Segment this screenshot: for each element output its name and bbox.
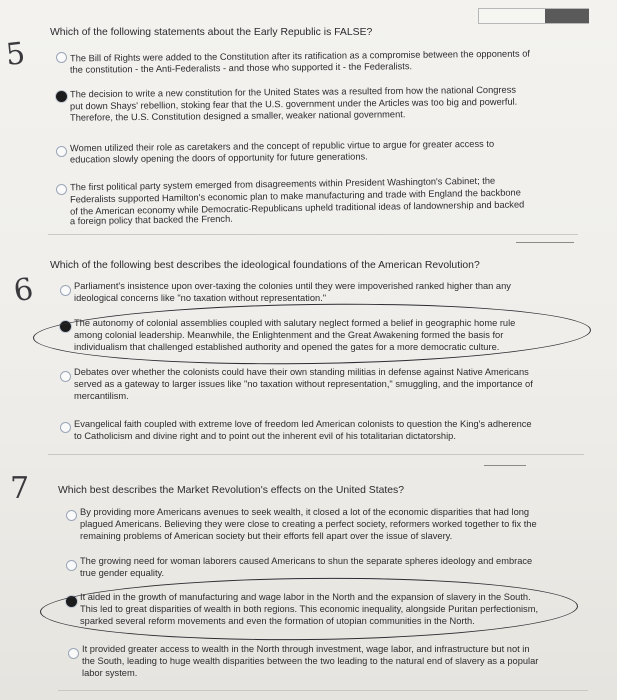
- option-line: the constitution - the Anti-Federalists - and those who supported it - the Federalists.: [69, 61, 413, 75]
- option-line: The autonomy of colonial assemblies coupled with salutary neglect formed a belief in geographic home rule: [74, 318, 516, 328]
- option-line: The growing need for woman laborers caused Americans to shun the separate spheres ideology and embrace: [80, 556, 533, 566]
- option-line: The decision to write a new constitution for the United States was a resulted from how the national Congress: [69, 84, 517, 100]
- option-line: The first political party system emerged from disagreements within President Washington's Cabinet; the: [69, 175, 496, 193]
- radio-button-selected[interactable]: [56, 91, 67, 102]
- radio-button[interactable]: [56, 146, 67, 157]
- option-line: ideological concerns like "no taxation without representation.": [74, 293, 327, 303]
- margin-number-6: 6: [11, 271, 36, 310]
- divider: [58, 690, 588, 691]
- radio-button[interactable]: [60, 371, 71, 382]
- option-line: to Catholicism and divine right and to point out the inherent evil of his totalitarian dictatorship.: [74, 431, 456, 441]
- option-line: The Bill of Rights were added to the Constitution after its ratification as a compromise between the opponents of: [69, 48, 530, 64]
- option-line: labor system.: [82, 668, 138, 678]
- option-line: It provided greater access to wealth in the North through investment, wage labor, and infrastructure but not in: [82, 644, 530, 654]
- margin-number-7: 7: [10, 471, 30, 506]
- option-line: This led to great disparities of wealth in both regions. This economic inequality, alongside Puritan perfectionism,: [80, 604, 539, 614]
- radio-button[interactable]: [56, 52, 67, 63]
- option-line: By providing more Americans avenues to seek wealth, it closed a lot of the economic disparities that had long: [80, 507, 530, 517]
- radio-button[interactable]: [66, 510, 77, 521]
- option-line: It aided in the growth of manufacturing and wage labor in the North and the expansion of slavery in the South.: [80, 592, 531, 602]
- radio-button[interactable]: [60, 285, 71, 296]
- option-line: education slowly opening the doors of opportunity for future generations.: [69, 151, 368, 165]
- radio-button[interactable]: [60, 422, 71, 433]
- divider: [48, 234, 578, 235]
- option-line: of the American economy while Democratic-Republicans upheld traditional ideas of landownership and backed: [69, 199, 525, 217]
- option-line: among colonial leadership. Meanwhile, the Enlightenment and the Great Awakening formed the basis for: [74, 330, 504, 340]
- option-line: Women utilized their role as caretakers and the concept of republic virtue to argue for greater access to: [69, 138, 495, 154]
- option-line: mercantilism.: [74, 391, 129, 401]
- option-line: individualism that challenged established authority and opened the gates for a more democratic culture.: [74, 342, 500, 352]
- radio-button[interactable]: [66, 560, 77, 571]
- option-line: put down Shays' rebellion, stoking fear that the U.S. government under the Articles was too big and powerful.: [69, 96, 518, 112]
- option-line: a foreign policy that backed the French.: [69, 213, 233, 227]
- option-line: Debates over whether the colonists could have their own standing militias in defense against Native Americans: [74, 367, 529, 377]
- question-2-prompt: Which of the following best describes the ideological foundations of the American Revolution?: [50, 260, 480, 271]
- option-line: remaining problems of American society but their efforts fell apart over the issue of slavery.: [80, 531, 453, 541]
- option-line: Parliament's insistence upon over-taxing the colonies until they were impoverished ranked higher than any: [74, 281, 511, 291]
- option-line: Therefore, the U.S. Constitution designed a smaller, weaker national government.: [69, 109, 406, 123]
- question-3-prompt: Which best describes the Market Revolution's effects on the United States?: [58, 485, 405, 496]
- radio-button[interactable]: [56, 184, 67, 195]
- header-box: [478, 8, 589, 24]
- option-line: served as a gateway to larger issues like "no taxation without representation," smuggling, and the importance of: [74, 379, 533, 389]
- option-line: Federalists supported Hamilton's economic plan to make manufacturing and trade with England the backbone: [69, 187, 521, 205]
- option-line: Evangelical faith coupled with extreme love of freedom led American colonists to question the King's adherence: [74, 419, 532, 429]
- radio-button-selected[interactable]: [60, 321, 71, 332]
- margin-number-5: 5: [4, 36, 27, 73]
- divider: [48, 454, 584, 455]
- radio-button[interactable]: [68, 648, 79, 659]
- option-line: true gender equality.: [80, 568, 165, 578]
- divider-mark: [516, 242, 574, 243]
- divider-mark: [484, 465, 526, 466]
- option-line: the South, leading to huge wealth disparities between the two leading to the natural end of slavery as a popular: [82, 656, 539, 666]
- radio-button-selected[interactable]: [66, 596, 77, 607]
- option-line: sparked several reform movements and even the formation of utopian communities in the North.: [80, 616, 475, 626]
- option-line: plagued Americans. Believing they were close to creating a perfect society, reformers worked together to fix the: [80, 519, 537, 529]
- question-1-prompt: Which of the following statements about the Early Republic is FALSE?: [50, 27, 373, 38]
